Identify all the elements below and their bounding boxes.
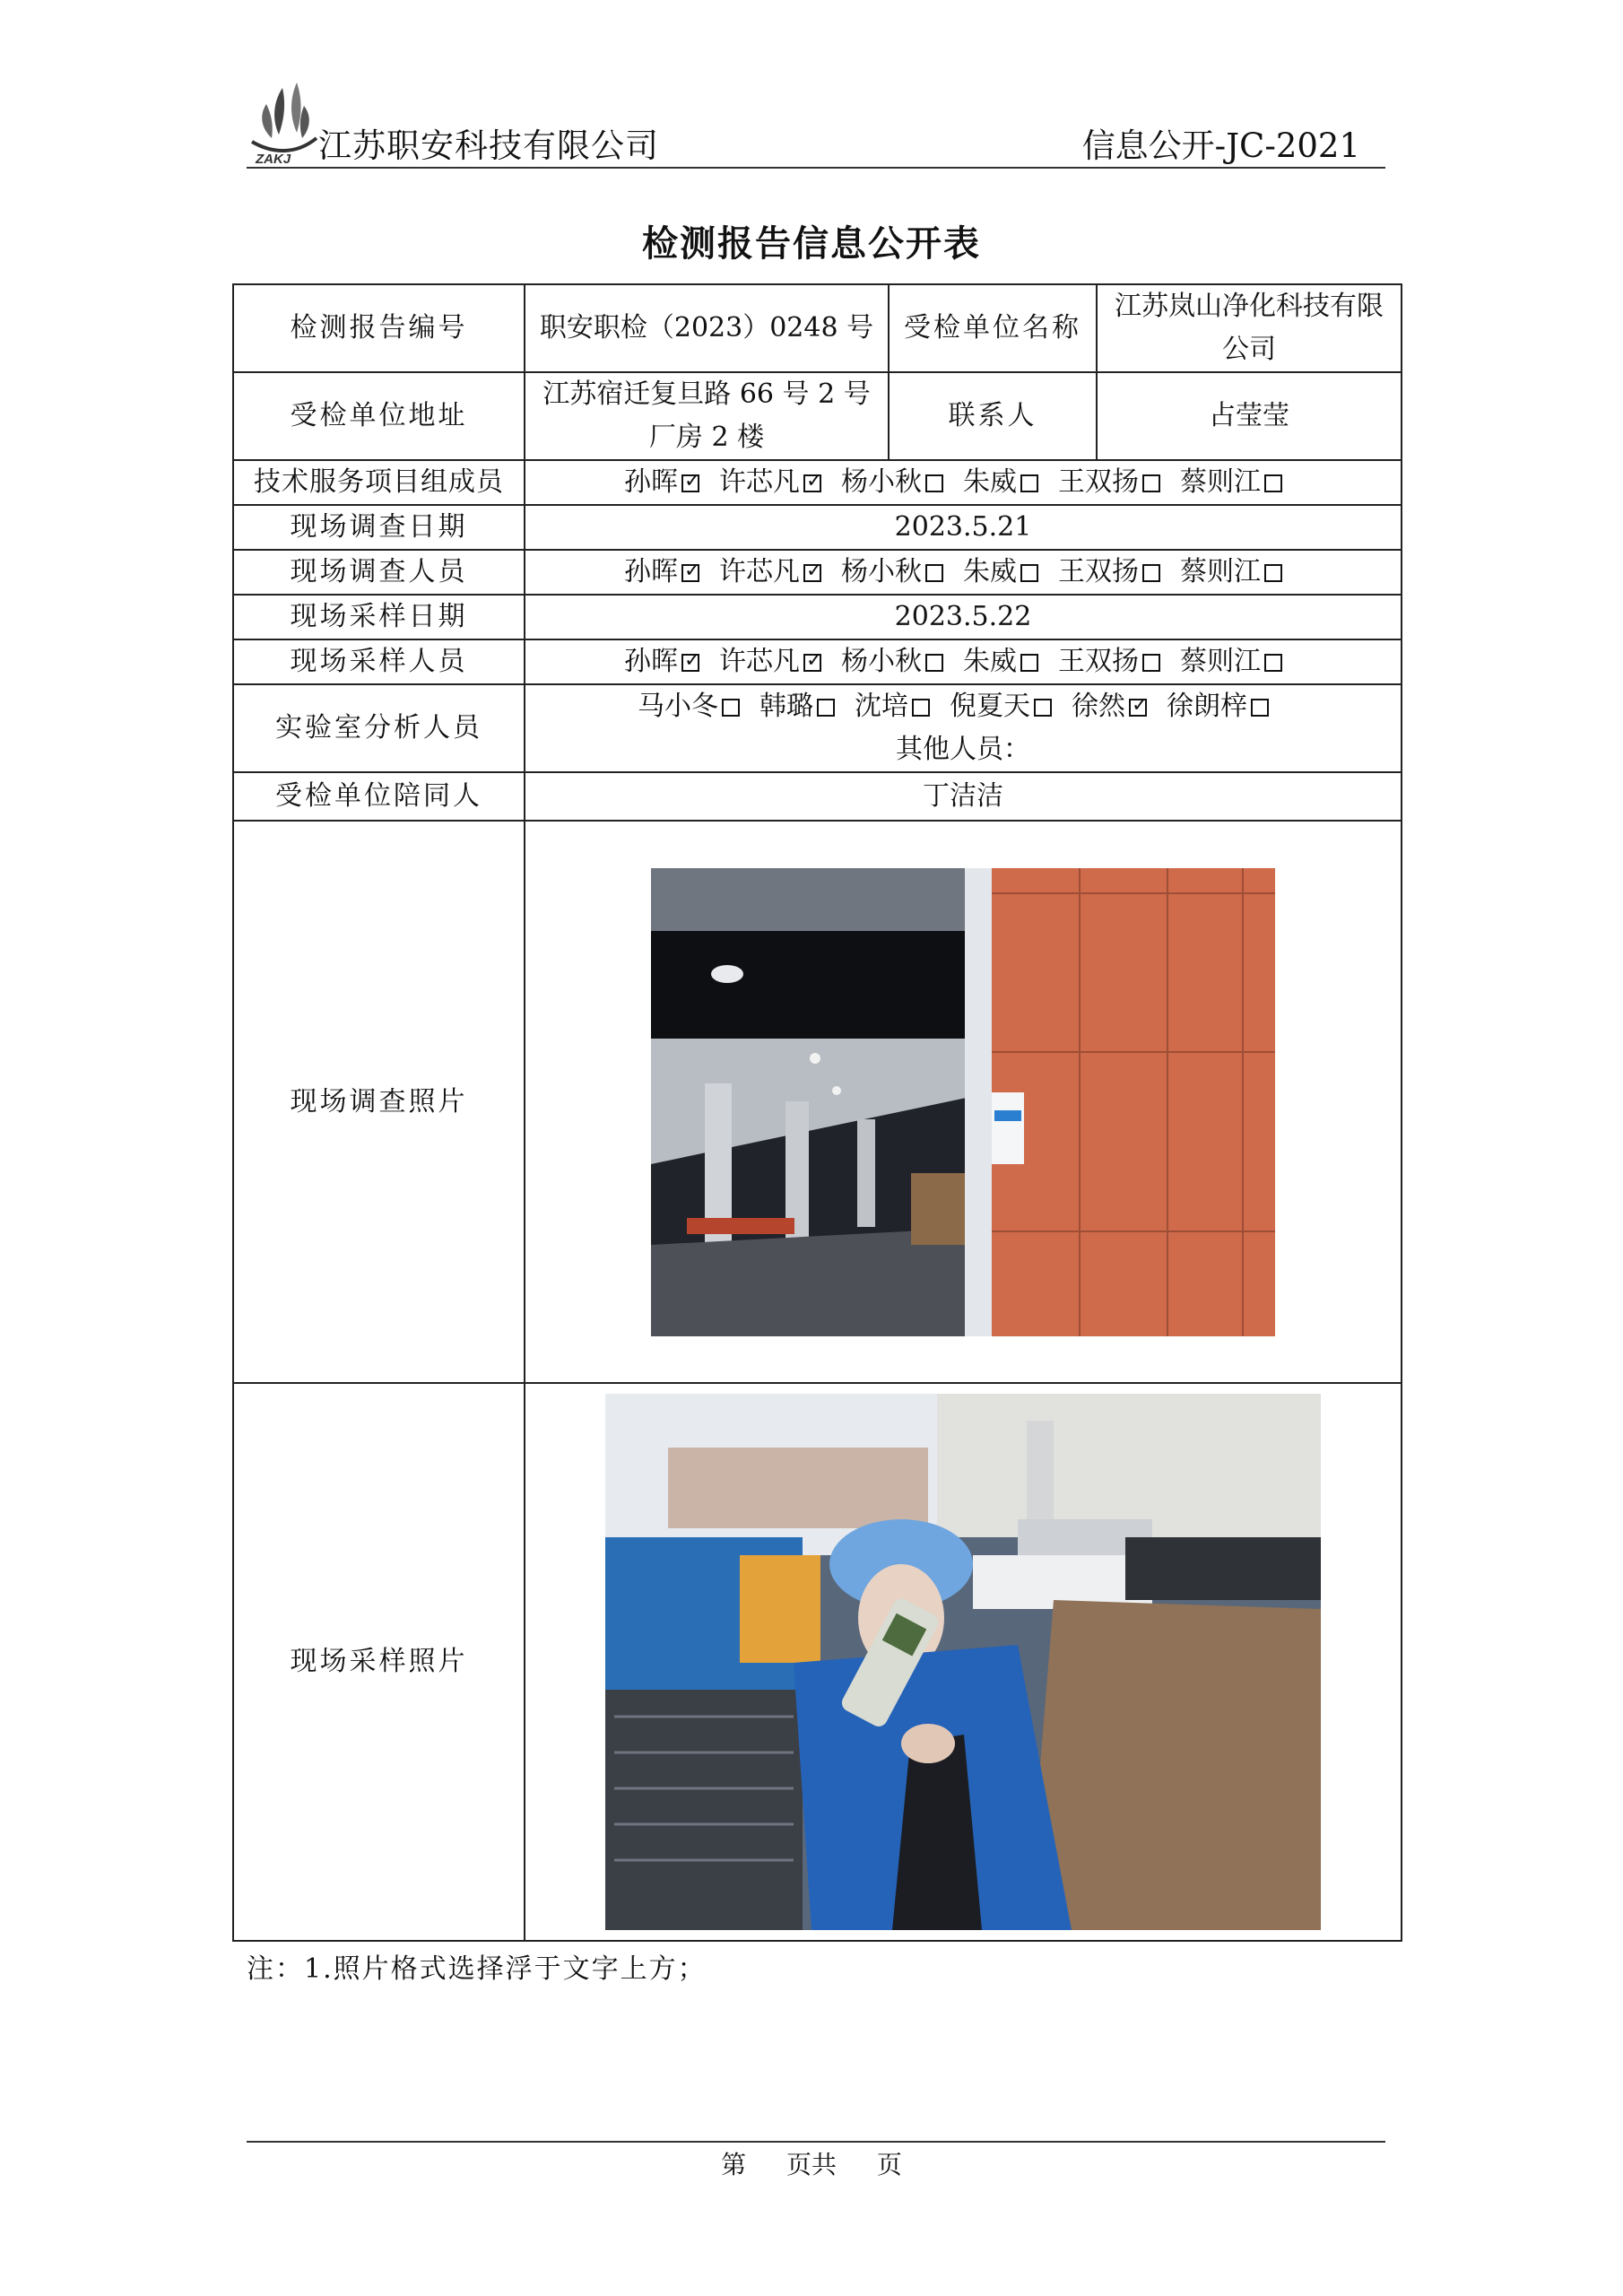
table-row <box>233 684 1402 772</box>
table-row <box>233 460 1402 505</box>
lab-other-staff: 其他人员： <box>896 734 1030 765</box>
report-info-table <box>232 283 1402 1942</box>
report-number-label: 检测报告编号 <box>233 284 525 372</box>
lab-staff-cell <box>525 684 1402 772</box>
person-entry <box>1058 646 1160 677</box>
sampling-staff-members <box>525 639 1402 684</box>
table-row <box>233 772 1402 821</box>
report-number-value: 职安职检（2023）0248 号 <box>525 284 889 372</box>
sampling-date-label: 现场采样日期 <box>233 595 525 639</box>
person-name: 朱威 <box>963 466 1017 498</box>
empty-checkbox-icon <box>1251 699 1269 717</box>
person-entry <box>624 646 699 677</box>
person-name: 王双扬 <box>1058 646 1139 677</box>
company-name: 江苏职安科技有限公司 <box>318 126 659 165</box>
empty-checkbox-icon <box>817 699 835 717</box>
person-name: 马小冬 <box>638 691 718 722</box>
unit-address-label: 受检单位地址 <box>233 372 525 460</box>
person-name: 朱威 <box>963 646 1017 677</box>
page-footer <box>0 2145 1623 2181</box>
table-row <box>233 505 1402 550</box>
person-entry <box>841 556 943 587</box>
team-members <box>525 460 1402 505</box>
person-entry <box>841 466 943 498</box>
person-entry <box>841 646 943 677</box>
unit-name-value: 江苏岚山净化科技有限公司 <box>1097 284 1402 372</box>
person-entry <box>963 556 1038 587</box>
survey-photo <box>651 868 1275 1336</box>
sampling-photo-label: 现场采样照片 <box>233 1383 525 1941</box>
checked-checkbox-icon <box>803 564 821 582</box>
unit-address-value: 江苏宿迁复旦路 66 号 2 号厂房 2 楼 <box>525 372 889 460</box>
contact-label: 联系人 <box>889 372 1097 460</box>
survey-photo-label: 现场调查照片 <box>233 821 525 1383</box>
person-name: 朱威 <box>963 556 1017 587</box>
table-row <box>233 639 1402 684</box>
table-row <box>233 284 1402 372</box>
footer-page-suffix: 页 <box>876 2150 902 2179</box>
person-entry <box>1180 646 1282 677</box>
footnote: 注：1.照片格式选择浮于文字上方； <box>247 1953 707 1985</box>
empty-checkbox-icon <box>925 654 943 672</box>
empty-checkbox-icon <box>1264 654 1282 672</box>
person-name: 孙晖 <box>624 466 678 498</box>
person-entry <box>624 556 699 587</box>
sampling-photo-cell <box>525 1383 1402 1941</box>
person-entry <box>759 691 835 722</box>
sampling-staff-label: 现场采样人员 <box>233 639 525 684</box>
person-name: 许芯凡 <box>719 646 800 677</box>
person-entry <box>1180 466 1282 498</box>
person-entry <box>1167 691 1269 722</box>
person-entry <box>624 466 699 498</box>
team-label: 技术服务项目组成员 <box>233 460 525 505</box>
lab-staff-members <box>533 685 1393 728</box>
document-code: 信息公开-JC-2021 <box>1081 126 1360 165</box>
person-name: 蔡则江 <box>1180 556 1261 587</box>
table-row <box>233 595 1402 639</box>
empty-checkbox-icon <box>1020 654 1038 672</box>
empty-checkbox-icon <box>925 474 943 492</box>
checked-checkbox-icon <box>1129 699 1147 717</box>
escort-label: 受检单位陪同人 <box>233 772 525 821</box>
empty-checkbox-icon <box>1142 654 1160 672</box>
person-entry <box>638 691 740 722</box>
sampling-photo <box>605 1394 1321 1930</box>
table-row <box>233 1383 1402 1941</box>
person-name: 孙晖 <box>624 646 678 677</box>
person-name: 许芯凡 <box>719 466 800 498</box>
person-entry <box>1180 556 1282 587</box>
table-row <box>233 550 1402 595</box>
person-name: 蔡则江 <box>1180 646 1261 677</box>
person-entry <box>719 646 821 677</box>
person-entry <box>1072 691 1147 722</box>
table-row <box>233 821 1402 1383</box>
person-name: 孙晖 <box>624 556 678 587</box>
person-name: 王双扬 <box>1058 466 1139 498</box>
checked-checkbox-icon <box>803 474 821 492</box>
checked-checkbox-icon <box>681 474 699 492</box>
person-entry <box>719 466 821 498</box>
person-name: 倪夏天 <box>950 691 1030 722</box>
table-row <box>233 372 1402 460</box>
survey-staff-label: 现场调查人员 <box>233 550 525 595</box>
escort-value: 丁洁洁 <box>525 772 1402 821</box>
checked-checkbox-icon <box>681 654 699 672</box>
footer-page-mid: 页共 <box>785 2150 837 2179</box>
sampling-date-value: 2023.5.22 <box>525 595 1402 639</box>
survey-date-label: 现场调查日期 <box>233 505 525 550</box>
person-name: 蔡则江 <box>1180 466 1261 498</box>
empty-checkbox-icon <box>722 699 740 717</box>
page-header <box>247 70 1385 169</box>
unit-name-label: 受检单位名称 <box>889 284 1097 372</box>
survey-date-value: 2023.5.21 <box>525 505 1402 550</box>
person-name: 徐然 <box>1072 691 1125 722</box>
person-name: 杨小秋 <box>841 556 922 587</box>
footer-divider <box>247 2141 1385 2143</box>
person-entry <box>1058 556 1160 587</box>
empty-checkbox-icon <box>1020 564 1038 582</box>
empty-checkbox-icon <box>1142 474 1160 492</box>
svg-text:ZAKJ: ZAKJ <box>256 152 291 165</box>
person-entry <box>719 556 821 587</box>
person-name: 沈培 <box>855 691 908 722</box>
empty-checkbox-icon <box>1142 564 1160 582</box>
contact-value: 占莹莹 <box>1097 372 1402 460</box>
empty-checkbox-icon <box>1020 474 1038 492</box>
empty-checkbox-icon <box>1034 699 1052 717</box>
person-name: 王双扬 <box>1058 556 1139 587</box>
empty-checkbox-icon <box>925 564 943 582</box>
person-entry <box>855 691 930 722</box>
checked-checkbox-icon <box>681 564 699 582</box>
person-name: 徐朗梓 <box>1167 691 1247 722</box>
person-name: 杨小秋 <box>841 466 922 498</box>
person-entry <box>1058 466 1160 498</box>
page-title: 检测报告信息公开表 <box>642 222 981 265</box>
person-entry <box>950 691 1052 722</box>
footer-page-prefix: 第 <box>721 2150 747 2179</box>
person-entry <box>963 466 1038 498</box>
empty-checkbox-icon <box>1264 564 1282 582</box>
person-name: 许芯凡 <box>719 556 800 587</box>
empty-checkbox-icon <box>912 699 930 717</box>
person-entry <box>963 646 1038 677</box>
person-name: 杨小秋 <box>841 646 922 677</box>
company-logo <box>247 79 320 165</box>
checked-checkbox-icon <box>803 654 821 672</box>
empty-checkbox-icon <box>1264 474 1282 492</box>
survey-staff-members <box>525 550 1402 595</box>
person-name: 韩璐 <box>759 691 813 722</box>
lab-staff-label: 实验室分析人员 <box>233 684 525 772</box>
survey-photo-cell <box>525 821 1402 1383</box>
